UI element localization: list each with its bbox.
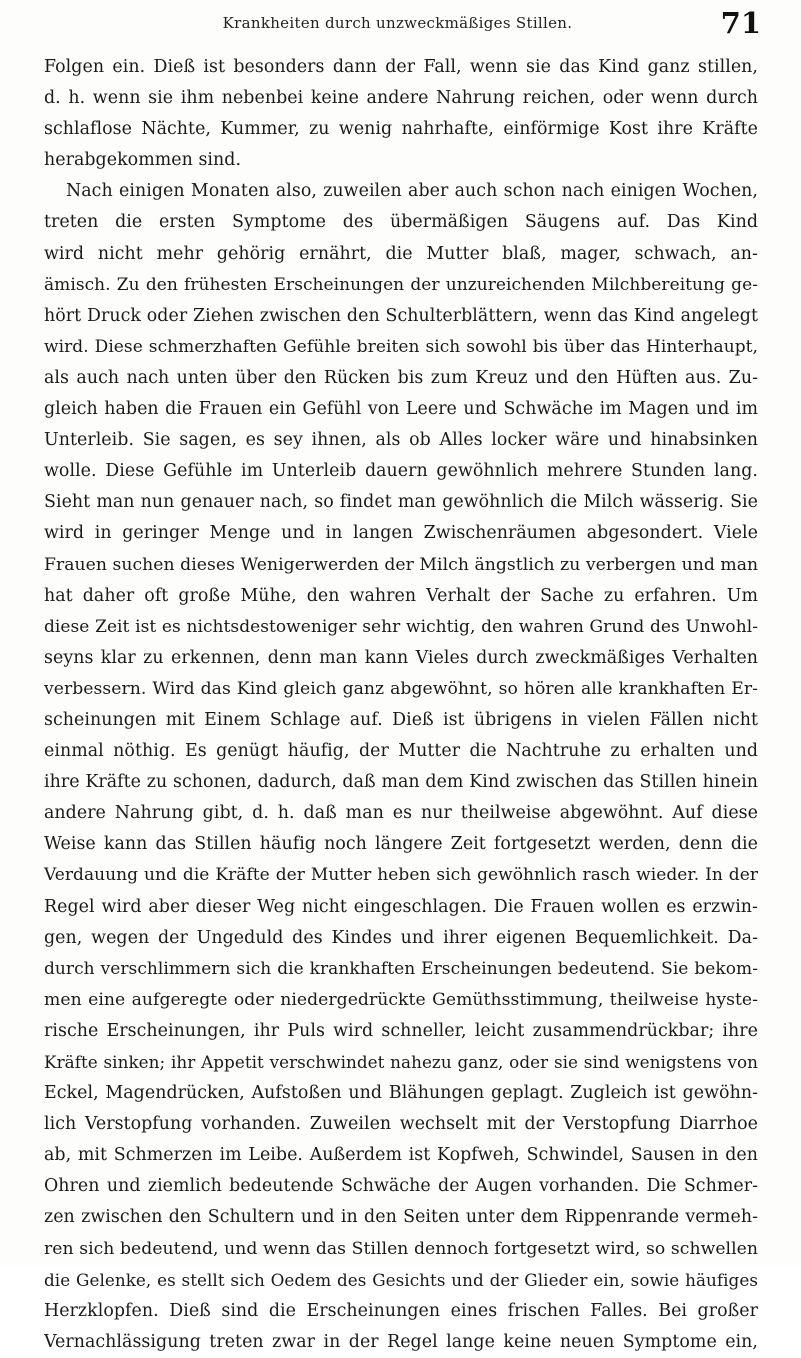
text-line: durch verschlimmern sich die krankhaften Erscheinungen bedeutend. Sie bekom- <box>44 958 758 979</box>
text-line: wird. Diese schmerzhaften Gefühle breiten sich sowohl bis über das Hinterhaupt, <box>44 336 758 357</box>
text-line: ämisch. Zu den frühesten Erscheinungen der unzureichenden Milchbereitung ge- <box>44 274 758 295</box>
page-header <box>88 4 761 44</box>
text-line: gen, wegen der Ungeduld des Kindes und ihrer eigenen Bequemlichkeit. Da- <box>44 927 758 948</box>
text-line: wird in geringer Menge und in langen Zwischenräumen abgesondert. Viele <box>44 523 758 544</box>
text-line: verbessern. Wird das Kind gleich ganz abgewöhnt, so hören alle krankhaften Er- <box>44 678 758 699</box>
text-line: seyns klar zu erkennen, denn man kann Vieles durch zweckmäßiges Verhalten <box>44 647 758 668</box>
text-line: herabgekommen sind. <box>44 150 242 171</box>
text-line: zen zwischen den Schultern und in den Seiten unter dem Rippenrande vermeh- <box>44 1207 758 1228</box>
running-head: Krankheiten durch unzweckmäßiges Stillen. <box>222 14 573 32</box>
text-line: als auch nach unten über den Rücken bis zum Kreuz und den Hüften aus. Zu- <box>44 367 758 388</box>
page-number: 71 <box>720 6 761 40</box>
text-line: rische Erscheinungen, ihr Puls wird schneller, leicht zusammendrückbar; ihre <box>44 1020 758 1041</box>
text-line: men eine aufgeregte oder niedergedrückte Gemüthsstimmung, theilweise hyste- <box>44 989 758 1010</box>
text-line: schlaflose Nächte, Kummer, zu wenig nahrhafte, einförmige Kost ihre Kräfte <box>44 119 758 140</box>
text-line: andere Nahrung gibt, d. h. daß man es nur theilweise abgewöhnt. Auf diese <box>44 803 758 824</box>
text-line: ab, mit Schmerzen im Leibe. Außerdem ist Kopfweh, Schwindel, Sausen in den <box>44 1145 758 1166</box>
text-line: hört Druck oder Ziehen zwischen den Schulterblättern, wenn das Kind angelegt <box>44 305 758 326</box>
text-line: scheinungen mit Einem Schlage auf. Dieß ist übrigens in vielen Fällen nicht <box>44 709 758 730</box>
text-line: Regel wird aber dieser Weg nicht eingeschlagen. Die Frauen wollen es erzwin- <box>44 896 758 917</box>
text-line: lich Verstopfung vorhanden. Zuweilen wechselt mit der Verstopfung Diarrhoe <box>44 1114 758 1135</box>
text-line: Verdauung und die Kräfte der Mutter heben sich gewöhnlich rasch wieder. In der <box>44 865 758 886</box>
body-text <box>44 52 758 1358</box>
text-line: Eckel, Magendrücken, Aufstoßen und Blähungen geplagt. Zugleich ist gewöhn- <box>44 1083 758 1104</box>
text-line: hat daher oft große Mühe, den wahren Verhalt der Sache zu erfahren. Um <box>44 585 758 606</box>
text-line: wird nicht mehr gehörig ernährt, die Mutter blaß, mager, schwach, an- <box>44 243 758 264</box>
text-line: Sieht man nun genauer nach, so findet man gewöhnlich die Milch wässerig. Sie <box>44 492 758 513</box>
text-line: Frauen suchen dieses Wenigerwerden der Milch ängstlich zu verbergen und man <box>44 554 758 575</box>
text-line: ren sich bedeutend, und wenn das Stillen dennoch fortgesetzt wird, so schwellen <box>44 1238 758 1259</box>
text-line: die Gelenke, es stellt sich Oedem des Gesichts und der Glieder ein, sowie häufiges <box>44 1269 758 1290</box>
text-line: einmal nöthig. Es genügt häufig, der Mutter die Nachtruhe zu erhalten und <box>44 741 758 762</box>
text-line: Nach einigen Monaten also, zuweilen aber auch schon nach einigen Wochen, <box>66 181 758 202</box>
text-line: gleich haben die Frauen ein Gefühl von Leere und Schwäche im Magen und im <box>44 399 758 420</box>
text-line: d. h. wenn sie ihm nebenbei keine andere Nahrung reichen, oder wenn durch <box>44 88 758 109</box>
text-line: diese Zeit ist es nichtsdestoweniger sehr wichtig, den wahren Grund des Unwohl- <box>44 616 758 637</box>
text-line: Unterleib. Sie sagen, es sey ihnen, als ob Alles locker wäre und hinabsinken <box>44 430 758 451</box>
text-line: Herzklopfen. Dieß sind die Erscheinungen eines frischen Falles. Bei großer <box>44 1300 758 1321</box>
text-line: Vernachlässigung treten zwar in der Regel lange keine neuen Symptome ein, <box>44 1331 758 1352</box>
text-line: wolle. Diese Gefühle im Unterleib dauern gewöhnlich mehrere Stunden lang. <box>44 461 758 482</box>
text-line: ihre Kräfte zu schonen, dadurch, daß man dem Kind zwischen das Stillen hinein <box>44 772 758 793</box>
text-line: Folgen ein. Dieß ist besonders dann der Fall, wenn sie das Kind ganz stillen, <box>44 57 758 77</box>
text-line: treten die ersten Symptome des übermäßigen Säugens auf. Das Kind <box>44 212 758 233</box>
text-line: Weise kann das Stillen häufig noch längere Zeit fortgesetzt werden, denn die <box>44 834 758 855</box>
text-line: Kräfte sinken; ihr Appetit verschwindet nahezu ganz, oder sie sind wenigstens von <box>44 1052 758 1072</box>
text-line: Ohren und ziemlich bedeutende Schwäche der Augen vorhanden. Die Schmer- <box>44 1176 758 1197</box>
